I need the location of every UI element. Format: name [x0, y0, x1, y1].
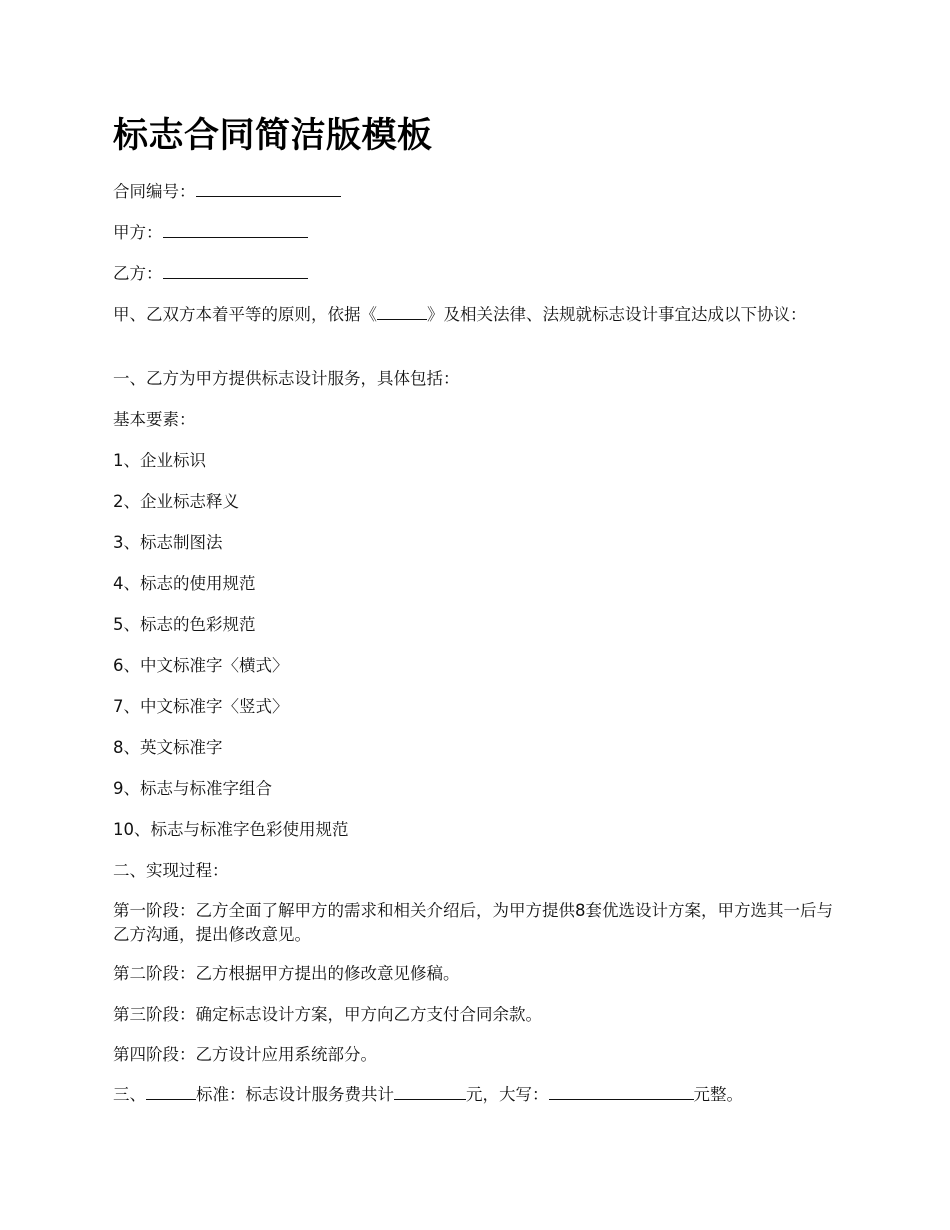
section3-line [113, 1083, 743, 1107]
fee-amount-blank [394, 1084, 466, 1100]
list-item: 4、标志的使用规范 [113, 574, 256, 593]
contract-number-blank [196, 181, 341, 197]
section3-suffix: 元整。 [693, 1085, 743, 1104]
contract-number-label: 合同编号： [113, 182, 196, 201]
contract-number-line [113, 180, 341, 204]
intro-text-before: 甲、乙双方本着平等的原则，依据《 [113, 305, 377, 324]
stage-paragraph: 第二阶段：乙方根据甲方提出的修改意见修稿。 [113, 964, 460, 983]
party-a-line [113, 221, 308, 245]
party-a-label: 甲方： [113, 223, 163, 242]
section3-fee-text: 标准：标志设计服务费共计 [196, 1085, 394, 1104]
section3-type-blank [146, 1084, 196, 1100]
list-item: 5、标志的色彩规范 [113, 615, 256, 634]
list-item: 10、标志与标准字色彩使用规范 [113, 820, 349, 839]
list-item: 1、企业标识 [113, 451, 206, 470]
party-b-label: 乙方： [113, 264, 163, 283]
intro-text-after: 》及相关法律、法规就标志设计事宜达成以下协议： [427, 305, 807, 324]
list-item: 9、标志与标准字组合 [113, 779, 272, 798]
document-title: 标志合同简洁版模板 [113, 116, 433, 156]
intro-law-blank [377, 304, 427, 320]
party-b-line [113, 262, 308, 286]
fee-capital-blank [549, 1084, 694, 1100]
section2-heading: 二、实现过程： [113, 861, 229, 880]
party-b-blank [163, 263, 308, 279]
list-item: 6、中文标准字〈横式〉 [113, 656, 289, 675]
intro-paragraph [113, 303, 841, 327]
stage-paragraph: 第一阶段：乙方全面了解甲方的需求和相关介绍后，为甲方提供8套优选设计方案，甲方选其一后与乙方沟通，提出修改意见。 [113, 901, 833, 944]
section1-heading: 一、乙方为甲方提供标志设计服务，具体包括： [113, 369, 460, 388]
list-item: 3、标志制图法 [113, 533, 223, 552]
list-item: 7、中文标准字〈竖式〉 [113, 697, 289, 716]
party-a-blank [163, 222, 308, 238]
list-item: 8、英文标准字 [113, 738, 223, 757]
list-item: 2、企业标志释义 [113, 492, 239, 511]
stage-paragraph: 第四阶段：乙方设计应用系统部分。 [113, 1045, 377, 1064]
section3-prefix: 三、 [113, 1085, 146, 1104]
stage-paragraph: 第三阶段：确定标志设计方案，甲方向乙方支付合同余款。 [113, 1005, 542, 1024]
section3-capital-label: 元，大写： [466, 1085, 549, 1104]
basic-elements-heading: 基本要素： [113, 410, 196, 429]
